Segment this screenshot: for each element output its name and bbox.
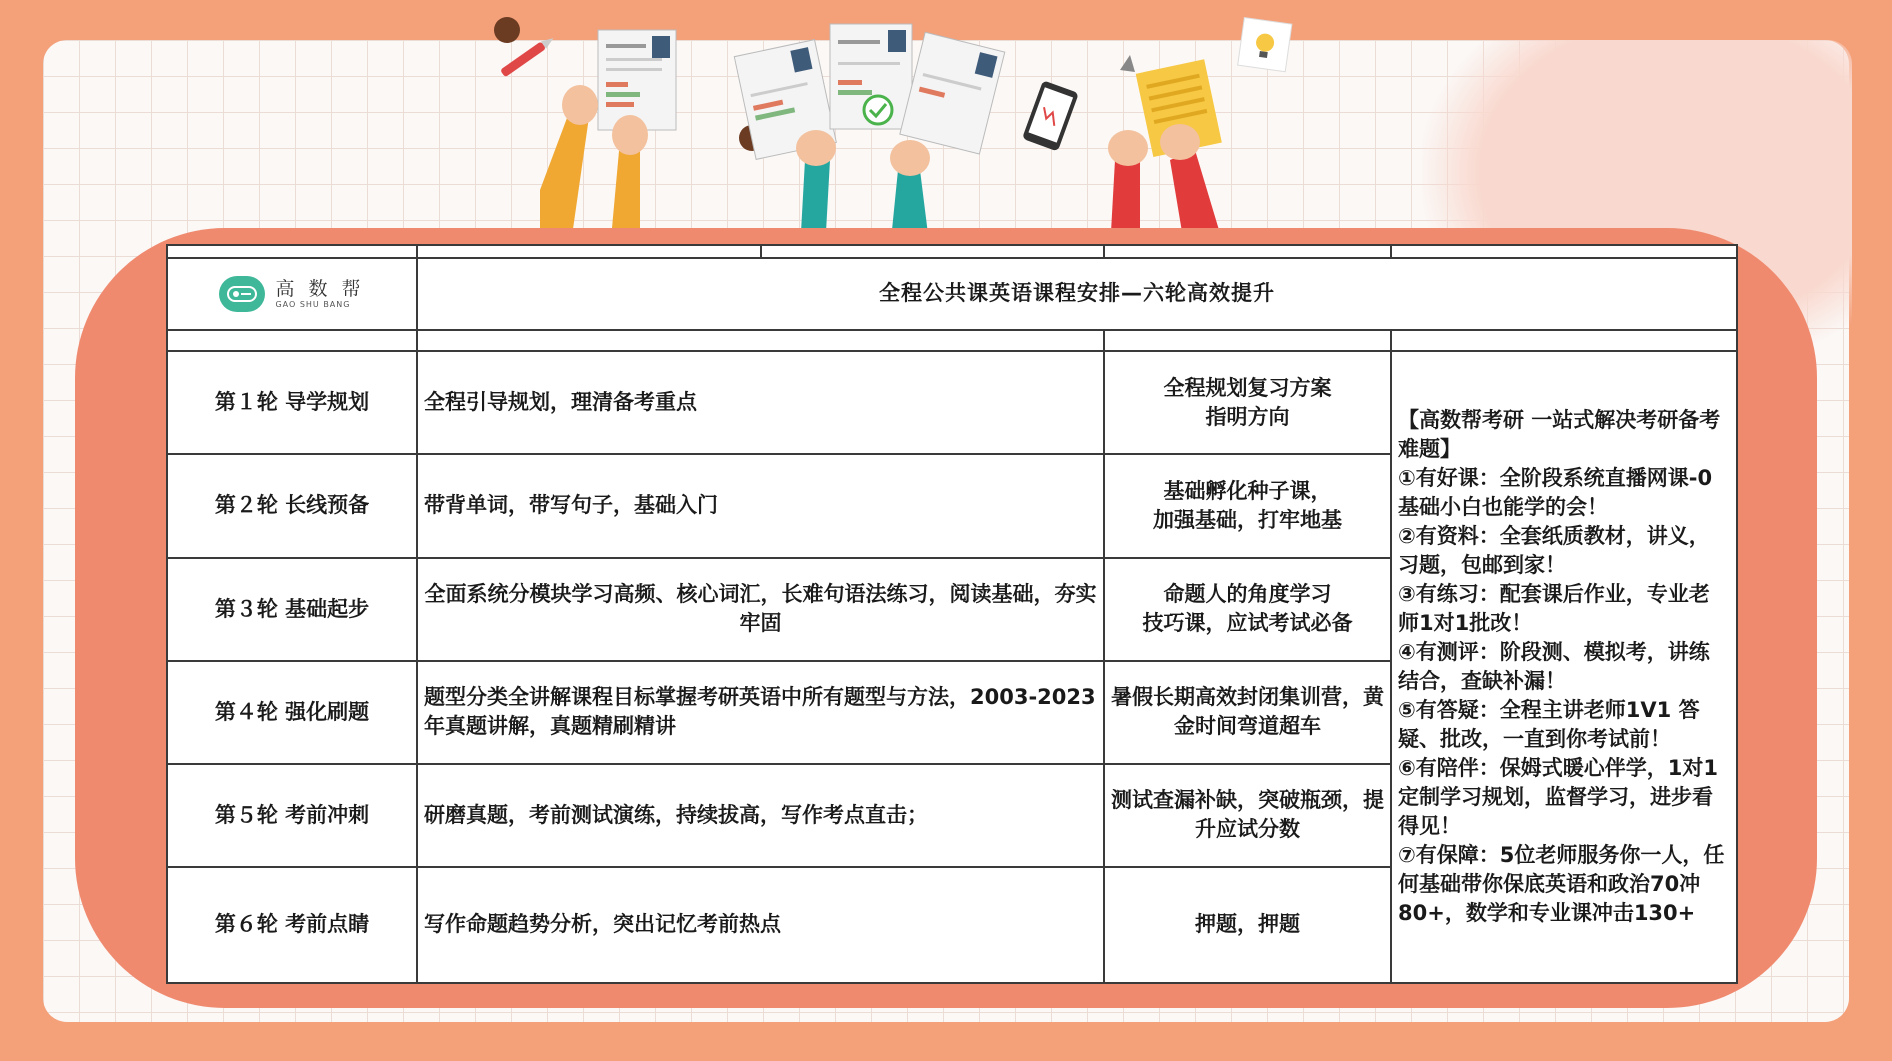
resume-sheet-4 bbox=[900, 32, 1005, 154]
round-outcome: 暑假长期高效封闭集训营，黄金时间弯道超车 bbox=[1104, 661, 1391, 764]
round-description: 全程引导规划，理清备考重点 bbox=[417, 351, 1104, 454]
strip-cell bbox=[417, 245, 761, 258]
round-description: 写作命题趋势分析，突出记忆考前热点 bbox=[417, 867, 1104, 983]
page-title: 全程公共课英语课程安排—六轮高效提升 bbox=[417, 258, 1737, 330]
strip-cell bbox=[1104, 245, 1391, 258]
logo-badge-icon bbox=[219, 276, 265, 312]
logo-cn-text: 高 数 帮 bbox=[275, 277, 365, 300]
resume-sheet-3 bbox=[830, 24, 912, 129]
benefit-item: ⑤有答疑：全程主讲老师1V1 答疑、批改，一直到你考试前！ bbox=[1398, 698, 1700, 752]
round-outcome: 命题人的角度学习 技巧课，应试考试必备 bbox=[1104, 558, 1391, 661]
strip-cell bbox=[761, 245, 1104, 258]
round-name: 第６轮 考前点睛 bbox=[167, 867, 417, 983]
resume-sheet-1 bbox=[598, 30, 676, 130]
round-outcome: 测试查漏补缺，突破瓶颈，提升应试分数 bbox=[1104, 764, 1391, 867]
spacer-cell bbox=[1391, 330, 1737, 352]
benefit-item: ⑦有保障：5位老师服务你一人，任何基础带你保底英语和政治70冲80+，数学和专业课冲击130+ bbox=[1398, 843, 1725, 926]
round-name: 第４轮 强化刷题 bbox=[167, 661, 417, 764]
logo-cell bbox=[167, 258, 417, 330]
spacer-cell bbox=[1104, 330, 1391, 352]
round-name: 第３轮 基础起步 bbox=[167, 558, 417, 661]
schedule-card bbox=[166, 244, 1736, 984]
benefits-heading: 【高数帮考研 一站式解决考研备考难题】 bbox=[1398, 408, 1721, 462]
strip-cell bbox=[167, 245, 417, 258]
benefit-item: ④有测评：阶段测、模拟考，讲练结合，查缺补漏！ bbox=[1398, 640, 1710, 694]
gaoshubang-logo bbox=[219, 276, 364, 312]
logo-en-text: GAO SHU BANG bbox=[275, 299, 351, 309]
round-description: 全面系统分模块学习高频、核心词汇，长难句语法练习，阅读基础，夯实牢固 bbox=[417, 558, 1104, 661]
round-name: 第１轮 导学规划 bbox=[167, 351, 417, 454]
spacer-cell bbox=[167, 330, 417, 352]
round-description: 题型分类全讲解课程目标掌握考研英语中所有题型与方法，2003-2023年真题讲解，真题精刷精讲 bbox=[417, 661, 1104, 764]
strip-cell bbox=[1391, 245, 1737, 258]
benefit-item: ⑥有陪伴：保姆式暖心伴学，1对1定制学习规划，监督学习，进步看得见！ bbox=[1398, 756, 1719, 839]
benefit-item: ①有好课：全阶段系统直播网课-0基础小白也能学的会！ bbox=[1398, 466, 1713, 520]
round-description: 带背单词，带写句子，基础入门 bbox=[417, 454, 1104, 557]
schedule-table bbox=[166, 244, 1738, 984]
round-description: 研磨真题，考前测试演练，持续拔高，写作考点直击； bbox=[417, 764, 1104, 867]
round-name: 第２轮 长线预备 bbox=[167, 454, 417, 557]
round-outcome: 基础孵化种子课， 加强基础，打牢地基 bbox=[1104, 454, 1391, 557]
benefit-item: ②有资料：全套纸质教材，讲义，习题，包邮到家！ bbox=[1398, 524, 1710, 578]
round-name: 第５轮 考前冲刺 bbox=[167, 764, 417, 867]
round-outcome: 全程规划复习方案 指明方向 bbox=[1104, 351, 1391, 454]
round-outcome: 押题，押题 bbox=[1104, 867, 1391, 983]
spacer-cell bbox=[417, 330, 1104, 352]
benefits-panel bbox=[1391, 351, 1737, 983]
header-illustration bbox=[480, 10, 1380, 250]
benefit-item: ③有练习：配套课后作业，专业老师1对1批改！ bbox=[1398, 582, 1710, 636]
